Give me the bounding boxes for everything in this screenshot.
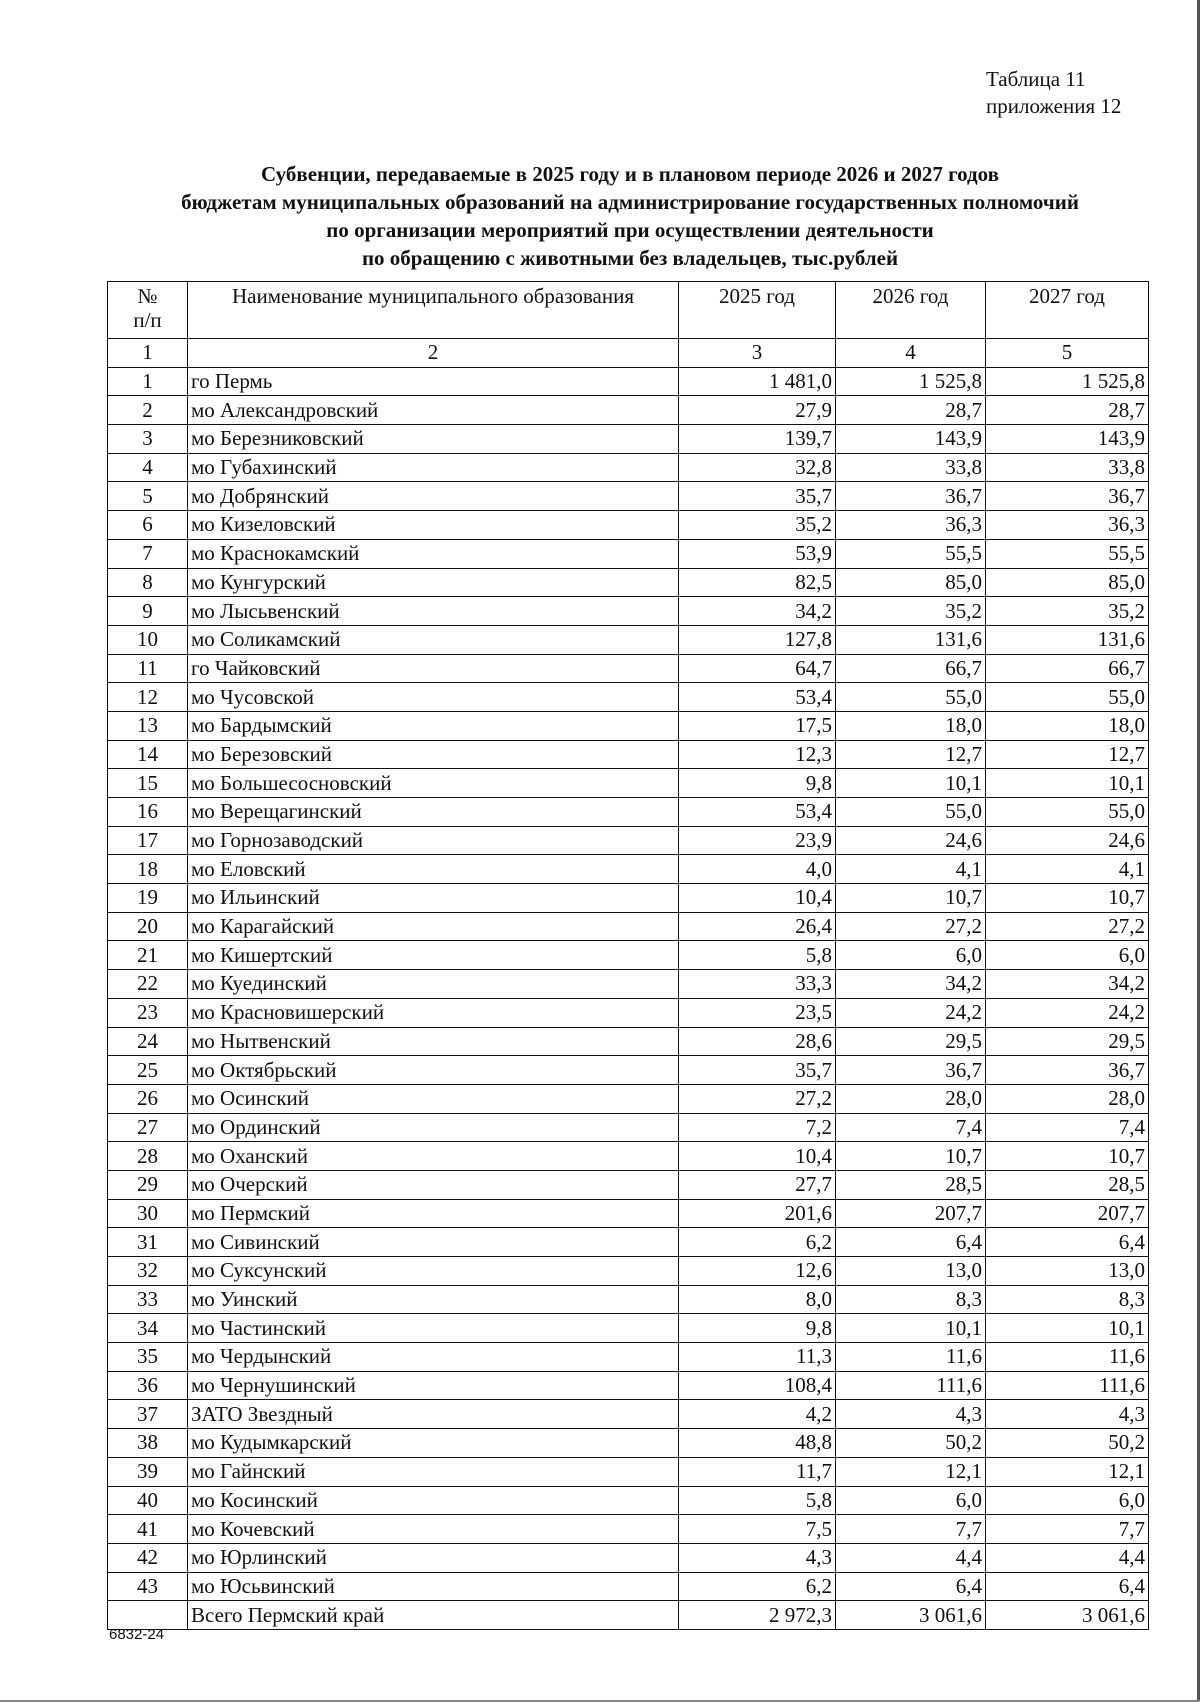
- row-number: 9: [108, 597, 188, 626]
- value-2025: 35,7: [679, 1056, 836, 1085]
- value-2027: 50,2: [986, 1429, 1149, 1458]
- municipality-name: мо Очерский: [188, 1170, 679, 1199]
- municipality-name: мо Березниковский: [188, 425, 679, 454]
- municipality-name: мо Кудымкарский: [188, 1429, 679, 1458]
- table-row: [108, 740, 1149, 769]
- municipality-name: ЗАТО Звездный: [188, 1400, 679, 1429]
- municipality-name: мо Ильинский: [188, 884, 679, 913]
- table-row: [108, 1084, 1149, 1113]
- value-2027: 24,6: [986, 826, 1149, 855]
- value-2026: 27,2: [836, 912, 986, 941]
- header-2026: 2026 год: [836, 282, 986, 339]
- municipality-name: мо Бардымский: [188, 711, 679, 740]
- value-2027: 27,2: [986, 912, 1149, 941]
- value-2027: 28,5: [986, 1170, 1149, 1199]
- row-number: 33: [108, 1285, 188, 1314]
- value-2026: 28,7: [836, 396, 986, 425]
- value-2026: 28,0: [836, 1084, 986, 1113]
- row-number: 6: [108, 511, 188, 540]
- header-number-line2: п/п: [133, 308, 162, 332]
- table-row: [108, 597, 1149, 626]
- value-2027: 36,3: [986, 511, 1149, 540]
- value-2025: 33,3: [679, 970, 836, 999]
- value-2027: 12,1: [986, 1457, 1149, 1486]
- value-2026: 10,7: [836, 1142, 986, 1171]
- municipality-name: мо Октябрьский: [188, 1056, 679, 1085]
- row-number: 14: [108, 740, 188, 769]
- value-2027: 55,0: [986, 798, 1149, 827]
- value-2026: 6,0: [836, 941, 986, 970]
- municipality-name: мо Большесосновский: [188, 769, 679, 798]
- value-2025: 6,2: [679, 1572, 836, 1601]
- row-number: 19: [108, 884, 188, 913]
- value-2027: 11,6: [986, 1343, 1149, 1372]
- value-2027: 10,7: [986, 884, 1149, 913]
- value-2025: 32,8: [679, 453, 836, 482]
- value-2026: 34,2: [836, 970, 986, 999]
- table-row: [108, 1257, 1149, 1286]
- municipality-name: мо Нытвенский: [188, 1027, 679, 1056]
- municipality-name: мо Осинский: [188, 1084, 679, 1113]
- municipality-name: мо Верещагинский: [188, 798, 679, 827]
- value-2027: 4,1: [986, 855, 1149, 884]
- value-2027: 10,1: [986, 769, 1149, 798]
- value-2025: 4,2: [679, 1400, 836, 1429]
- table-row: [108, 1371, 1149, 1400]
- value-2027: 55,0: [986, 683, 1149, 712]
- municipality-name: мо Ординский: [188, 1113, 679, 1142]
- value-2026: 6,0: [836, 1486, 986, 1515]
- municipality-name: мо Гайнский: [188, 1457, 679, 1486]
- municipality-name: мо Соликамский: [188, 625, 679, 654]
- appendix-number: приложения 12: [986, 94, 1122, 118]
- value-2027: 28,0: [986, 1084, 1149, 1113]
- value-2025: 7,2: [679, 1113, 836, 1142]
- municipality-name: мо Сивинский: [188, 1228, 679, 1257]
- value-2025: 53,9: [679, 539, 836, 568]
- table-row: [108, 1572, 1149, 1601]
- municipality-name: мо Лысьвенский: [188, 597, 679, 626]
- value-2025: 11,7: [679, 1457, 836, 1486]
- table-row: [108, 453, 1149, 482]
- municipality-name: мо Частинский: [188, 1314, 679, 1343]
- municipality-name: го Чайковский: [188, 654, 679, 683]
- row-number: 5: [108, 482, 188, 511]
- municipality-name: мо Еловский: [188, 855, 679, 884]
- value-2025: 5,8: [679, 1486, 836, 1515]
- row-number: 11: [108, 654, 188, 683]
- row-number: 41: [108, 1515, 188, 1544]
- row-number: 25: [108, 1056, 188, 1085]
- municipality-name: мо Красновишерский: [188, 998, 679, 1027]
- table-row: [108, 998, 1149, 1027]
- value-2025: 9,8: [679, 769, 836, 798]
- value-2025: 4,3: [679, 1543, 836, 1572]
- municipality-name: мо Губахинский: [188, 453, 679, 482]
- title-line: по обращению с животными без владельцев, тыс.рублей: [361, 246, 899, 270]
- value-2026: 10,1: [836, 769, 986, 798]
- value-2025: 5,8: [679, 941, 836, 970]
- value-2025: 139,7: [679, 425, 836, 454]
- row-number: 16: [108, 798, 188, 827]
- value-2027: 12,7: [986, 740, 1149, 769]
- value-2025: 7,5: [679, 1515, 836, 1544]
- value-2027: 143,9: [986, 425, 1149, 454]
- municipality-name: мо Пермский: [188, 1199, 679, 1228]
- table-row: [108, 798, 1149, 827]
- header-number: [108, 282, 188, 339]
- value-2026: 13,0: [836, 1257, 986, 1286]
- value-2025: 53,4: [679, 798, 836, 827]
- row-number: 38: [108, 1429, 188, 1458]
- table-row: [108, 1228, 1149, 1257]
- value-2025: 53,4: [679, 683, 836, 712]
- value-2026: 207,7: [836, 1199, 986, 1228]
- total-row: [108, 1601, 1149, 1630]
- value-2026: 6,4: [836, 1228, 986, 1257]
- row-number: 23: [108, 998, 188, 1027]
- table-row: [108, 1343, 1149, 1372]
- value-2027: 10,7: [986, 1142, 1149, 1171]
- value-2027: 6,0: [986, 941, 1149, 970]
- municipality-name: мо Кочевский: [188, 1515, 679, 1544]
- row-number: 31: [108, 1228, 188, 1257]
- row-number: 10: [108, 625, 188, 654]
- table-row: [108, 654, 1149, 683]
- value-2026: 10,7: [836, 884, 986, 913]
- value-2027: 55,5: [986, 539, 1149, 568]
- table-row: [108, 511, 1149, 540]
- document-title: [60, 160, 1200, 272]
- value-2026: 7,7: [836, 1515, 986, 1544]
- value-2025: 8,0: [679, 1285, 836, 1314]
- row-number: 17: [108, 826, 188, 855]
- table-row: [108, 1543, 1149, 1572]
- municipality-name: го Пермь: [188, 367, 679, 396]
- value-2025: 11,3: [679, 1343, 836, 1372]
- row-number: 8: [108, 568, 188, 597]
- value-2027: 85,0: [986, 568, 1149, 597]
- value-2027: 7,4: [986, 1113, 1149, 1142]
- row-number: 40: [108, 1486, 188, 1515]
- value-2025: 17,5: [679, 711, 836, 740]
- row-number: 43: [108, 1572, 188, 1601]
- value-2026: 36,7: [836, 482, 986, 511]
- value-2027: 8,3: [986, 1285, 1149, 1314]
- table-row: [108, 855, 1149, 884]
- table-row: [108, 1142, 1149, 1171]
- value-2027: 6,4: [986, 1228, 1149, 1257]
- value-2025: 27,7: [679, 1170, 836, 1199]
- value-2026: 8,3: [836, 1285, 986, 1314]
- value-2027: 4,3: [986, 1400, 1149, 1429]
- table-row: [108, 1429, 1149, 1458]
- value-2027: 34,2: [986, 970, 1149, 999]
- table-row: [108, 1027, 1149, 1056]
- value-2025: 1 481,0: [679, 367, 836, 396]
- header-2027: 2027 год: [986, 282, 1149, 339]
- table-row: [108, 568, 1149, 597]
- table-row: [108, 683, 1149, 712]
- header-number-line1: №: [137, 284, 158, 308]
- row-number: 32: [108, 1257, 188, 1286]
- title-line: по организации мероприятий при осуществлении деятельности: [326, 218, 934, 242]
- table-row: [108, 970, 1149, 999]
- value-2026: 4,4: [836, 1543, 986, 1572]
- value-2026: 6,4: [836, 1572, 986, 1601]
- value-2025: 12,6: [679, 1257, 836, 1286]
- value-2026: 111,6: [836, 1371, 986, 1400]
- value-2027: 6,4: [986, 1572, 1149, 1601]
- row-number: 22: [108, 970, 188, 999]
- municipality-name: мо Краснокамский: [188, 539, 679, 568]
- table-row: [108, 367, 1149, 396]
- municipality-name: мо Кишертский: [188, 941, 679, 970]
- value-2026: 10,1: [836, 1314, 986, 1343]
- header-name: Наименование муниципального образования: [188, 282, 679, 339]
- row-number: 15: [108, 769, 188, 798]
- value-2026: 1 525,8: [836, 367, 986, 396]
- table-row: [108, 826, 1149, 855]
- value-2025: 23,9: [679, 826, 836, 855]
- municipality-name: мо Березовский: [188, 740, 679, 769]
- subventions-table: [107, 281, 1149, 1630]
- row-number: 4: [108, 453, 188, 482]
- row-number: 27: [108, 1113, 188, 1142]
- value-2027: 33,8: [986, 453, 1149, 482]
- value-2027: 36,7: [986, 1056, 1149, 1085]
- value-2026: 24,6: [836, 826, 986, 855]
- value-2025: 64,7: [679, 654, 836, 683]
- value-2025: 27,2: [679, 1084, 836, 1113]
- municipality-name: мо Кизеловский: [188, 511, 679, 540]
- title-line: Субвенции, передаваемые в 2025 году и в плановом периоде 2026 и 2027 годов: [261, 162, 999, 186]
- table-row: [108, 1170, 1149, 1199]
- value-2027: 4,4: [986, 1543, 1149, 1572]
- value-2027: 10,1: [986, 1314, 1149, 1343]
- value-2027: 207,7: [986, 1199, 1149, 1228]
- column-number: 1: [108, 339, 188, 368]
- value-2026: 28,5: [836, 1170, 986, 1199]
- header-2025: 2025 год: [679, 282, 836, 339]
- value-2025: 26,4: [679, 912, 836, 941]
- value-2027: 7,7: [986, 1515, 1149, 1544]
- row-number: 2: [108, 396, 188, 425]
- document-code: 6832-24: [109, 1626, 165, 1643]
- value-2027: 131,6: [986, 625, 1149, 654]
- column-number: 5: [986, 339, 1149, 368]
- table-row: [108, 1314, 1149, 1343]
- municipality-name: мо Косинский: [188, 1486, 679, 1515]
- value-2026: 66,7: [836, 654, 986, 683]
- municipality-name: мо Юрлинский: [188, 1543, 679, 1572]
- column-number: 2: [188, 339, 679, 368]
- column-numbers-row: [108, 339, 1149, 368]
- value-2025: 4,0: [679, 855, 836, 884]
- table-row: [108, 425, 1149, 454]
- value-2026: 12,7: [836, 740, 986, 769]
- value-2025: 108,4: [679, 1371, 836, 1400]
- value-2026: 11,6: [836, 1343, 986, 1372]
- table-row: [108, 396, 1149, 425]
- row-number: 3: [108, 425, 188, 454]
- value-2027: 36,7: [986, 482, 1149, 511]
- value-2026: 18,0: [836, 711, 986, 740]
- table-row: [108, 1056, 1149, 1085]
- municipality-name: мо Добрянский: [188, 482, 679, 511]
- table-row: [108, 1199, 1149, 1228]
- value-2027: 13,0: [986, 1257, 1149, 1286]
- table-number: Таблица 11: [986, 67, 1086, 91]
- value-2027: 28,7: [986, 396, 1149, 425]
- row-number: 24: [108, 1027, 188, 1056]
- municipality-name: мо Чердынский: [188, 1343, 679, 1372]
- value-2026: 55,5: [836, 539, 986, 568]
- municipality-name: мо Кунгурский: [188, 568, 679, 597]
- row-number: 35: [108, 1343, 188, 1372]
- table-row: [108, 482, 1149, 511]
- table-row: [108, 1486, 1149, 1515]
- table-row: [108, 539, 1149, 568]
- table-row: [108, 941, 1149, 970]
- row-number: 7: [108, 539, 188, 568]
- value-2026: 3 061,6: [836, 1601, 986, 1630]
- column-number: 3: [679, 339, 836, 368]
- municipality-name: мо Чернушинский: [188, 1371, 679, 1400]
- value-2025: 201,6: [679, 1199, 836, 1228]
- value-2026: 33,8: [836, 453, 986, 482]
- value-2026: 36,7: [836, 1056, 986, 1085]
- table-row: [108, 1457, 1149, 1486]
- value-2025: 12,3: [679, 740, 836, 769]
- table-row: [108, 1515, 1149, 1544]
- row-number: 36: [108, 1371, 188, 1400]
- value-2026: 36,3: [836, 511, 986, 540]
- value-2027: 1 525,8: [986, 367, 1149, 396]
- municipality-name: мо Юсьвинский: [188, 1572, 679, 1601]
- value-2025: 23,5: [679, 998, 836, 1027]
- table-row: [108, 769, 1149, 798]
- value-2025: 48,8: [679, 1429, 836, 1458]
- row-number: 28: [108, 1142, 188, 1171]
- table-row: [108, 711, 1149, 740]
- value-2025: 9,8: [679, 1314, 836, 1343]
- value-2027: 18,0: [986, 711, 1149, 740]
- row-number: 20: [108, 912, 188, 941]
- value-2026: 85,0: [836, 568, 986, 597]
- table-row: [108, 884, 1149, 913]
- value-2026: 131,6: [836, 625, 986, 654]
- value-2026: 29,5: [836, 1027, 986, 1056]
- municipality-name: мо Чусовской: [188, 683, 679, 712]
- table-reference: [986, 66, 1121, 120]
- title-line: бюджетам муниципальных образований на администрирование государственных полномочий: [181, 190, 1079, 214]
- row-number: 13: [108, 711, 188, 740]
- value-2027: 111,6: [986, 1371, 1149, 1400]
- table-row: [108, 1285, 1149, 1314]
- value-2025: 10,4: [679, 1142, 836, 1171]
- value-2027: 66,7: [986, 654, 1149, 683]
- table-header-row: [108, 282, 1149, 339]
- value-2027: 6,0: [986, 1486, 1149, 1515]
- table-row: [108, 912, 1149, 941]
- value-2026: 55,0: [836, 683, 986, 712]
- municipality-name: мо Уинский: [188, 1285, 679, 1314]
- row-number: 21: [108, 941, 188, 970]
- municipality-name: мо Суксунский: [188, 1257, 679, 1286]
- row-number: 30: [108, 1199, 188, 1228]
- value-2025: 2 972,3: [679, 1601, 836, 1630]
- value-2025: 27,9: [679, 396, 836, 425]
- table-row: [108, 1400, 1149, 1429]
- value-2025: 82,5: [679, 568, 836, 597]
- table-body: [108, 282, 1149, 1630]
- value-2025: 34,2: [679, 597, 836, 626]
- table-row: [108, 625, 1149, 654]
- table-row: [108, 1113, 1149, 1142]
- value-2026: 35,2: [836, 597, 986, 626]
- value-2025: 10,4: [679, 884, 836, 913]
- row-number: 18: [108, 855, 188, 884]
- value-2025: 6,2: [679, 1228, 836, 1257]
- municipality-name: мо Карагайский: [188, 912, 679, 941]
- row-number: 34: [108, 1314, 188, 1343]
- row-number: 37: [108, 1400, 188, 1429]
- value-2026: 55,0: [836, 798, 986, 827]
- municipality-name: мо Оханский: [188, 1142, 679, 1171]
- value-2027: 3 061,6: [986, 1601, 1149, 1630]
- value-2026: 4,3: [836, 1400, 986, 1429]
- value-2027: 35,2: [986, 597, 1149, 626]
- municipality-name: Всего Пермский край: [188, 1601, 679, 1630]
- value-2026: 4,1: [836, 855, 986, 884]
- value-2025: 28,6: [679, 1027, 836, 1056]
- value-2025: 35,7: [679, 482, 836, 511]
- municipality-name: мо Горнозаводский: [188, 826, 679, 855]
- municipality-name: мо Александровский: [188, 396, 679, 425]
- value-2026: 12,1: [836, 1457, 986, 1486]
- municipality-name: мо Куединский: [188, 970, 679, 999]
- value-2026: 24,2: [836, 998, 986, 1027]
- value-2026: 50,2: [836, 1429, 986, 1458]
- value-2026: 7,4: [836, 1113, 986, 1142]
- row-number: 1: [108, 367, 188, 396]
- row-number: 42: [108, 1543, 188, 1572]
- value-2027: 29,5: [986, 1027, 1149, 1056]
- column-number: 4: [836, 339, 986, 368]
- value-2025: 127,8: [679, 625, 836, 654]
- value-2026: 143,9: [836, 425, 986, 454]
- row-number: 12: [108, 683, 188, 712]
- row-number: 26: [108, 1084, 188, 1113]
- value-2027: 24,2: [986, 998, 1149, 1027]
- value-2025: 35,2: [679, 511, 836, 540]
- row-number: 39: [108, 1457, 188, 1486]
- row-number: 29: [108, 1170, 188, 1199]
